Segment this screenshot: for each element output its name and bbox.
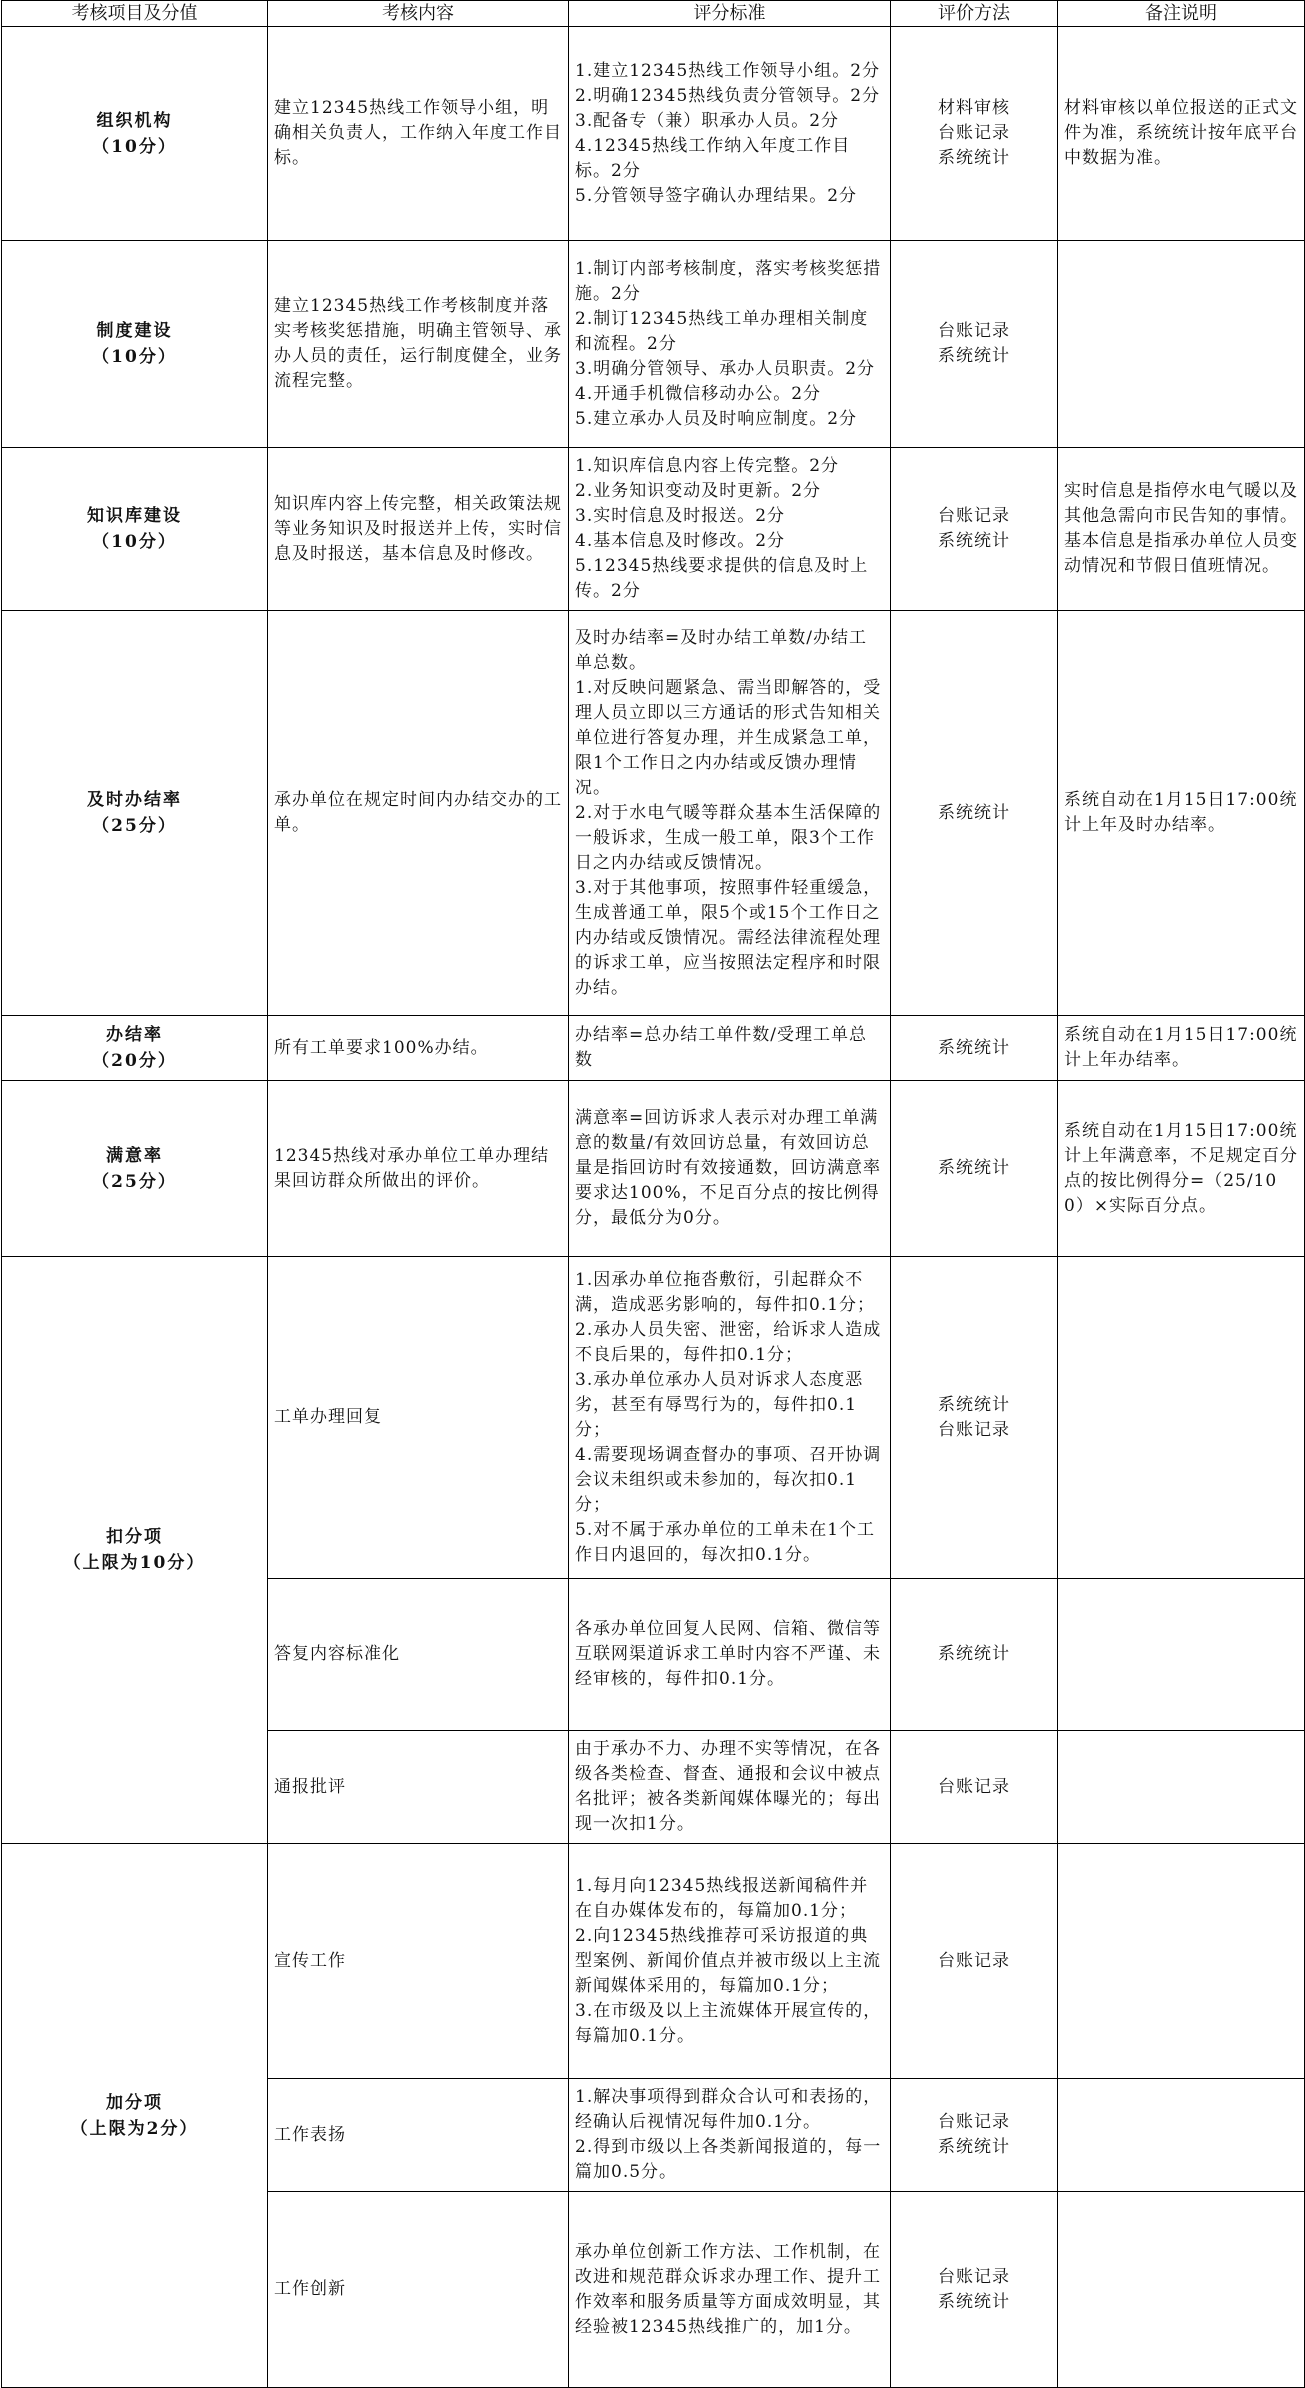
cell-text-line: 2.得到市级以上各类新闻报道的，每一篇加0.5分。 bbox=[575, 2137, 882, 2182]
cell-text-line: 1.制订内部考核制度，落实考核奖惩措施。2分 bbox=[575, 258, 882, 304]
header-content: 考核内容 bbox=[268, 1, 569, 27]
cell-text-line: 材料审核 bbox=[938, 98, 1010, 118]
content-cell: 承办单位在规定时间内办结交办的工单。 bbox=[268, 611, 569, 1016]
header-note: 备注说明 bbox=[1058, 1, 1305, 27]
cell-text-line: 系统统计 bbox=[938, 1394, 1010, 1415]
cell-text-line: 3.实时信息及时报送。2分 bbox=[575, 506, 786, 526]
cell-text-line: 2.对于水电气暖等群众基本生活保障的一般诉求，生成一般工单，限3个工作日之内办结或反馈情况。 bbox=[575, 802, 882, 873]
cell-text-line: 1.因承办单位拖沓敷衍，引起群众不满，造成恶劣影响的，每件扣0.1分； bbox=[575, 1269, 876, 1315]
item-score: （10分） bbox=[92, 532, 177, 552]
cell-text-line: 2.明确12345热线负责分管领导。2分 bbox=[575, 85, 881, 106]
cell-text-line: 承办单位创新工作方法、工作机制，在改进和规范群众诉求办理工作、提升工作效率和服务质量等方面成效明显，其经验被12345热线推广的，加1分。 bbox=[575, 2241, 881, 2337]
cell-text-line: 1.解决事项得到群众合认可和表扬的，经确认后视情况每件加0.1分。 bbox=[575, 2087, 882, 2132]
content-cell: 工作表扬 bbox=[268, 2079, 569, 2192]
method-cell bbox=[891, 1579, 1058, 1731]
method-cell bbox=[891, 1844, 1058, 2079]
cell-text-line: 系统统计 bbox=[938, 802, 1010, 823]
content-cell: 答复内容标准化 bbox=[268, 1579, 569, 1731]
content-cell: 通报批评 bbox=[268, 1731, 569, 1844]
cell-text-line: 各承办单位回复人民网、信箱、微信等互联网渠道诉求工单时内容不严谨、未经审核的，每件扣0.1分。 bbox=[575, 1619, 881, 1689]
item-cell bbox=[2, 1844, 268, 2388]
table-row bbox=[2, 1844, 1305, 2079]
criteria-cell bbox=[569, 1081, 891, 1257]
note-cell bbox=[1058, 1579, 1305, 1731]
cell-text-line: 系统统计 bbox=[938, 1644, 1010, 1664]
criteria-cell bbox=[569, 2192, 891, 2388]
cell-text-line: 1.知识库信息内容上传完整。2分 bbox=[575, 456, 840, 476]
cell-text-line: 2.向12345热线推荐可采访报道的典型案例、新闻价值点并被市级以上主流新闻媒体采用的，每篇加0.1分； bbox=[575, 1925, 881, 1996]
cell-text-line: 3.在市级及以上主流媒体开展宣传的，每篇加0.1分。 bbox=[575, 2000, 882, 2046]
note-cell bbox=[1058, 2079, 1305, 2192]
method-cell bbox=[891, 2079, 1058, 2192]
assessment-table bbox=[1, 0, 1305, 2388]
cell-text-line: 台账记录 bbox=[938, 1950, 1010, 1971]
note-cell: 系统自动在1月15日17:00统计上年满意率，不足规定百分点的按比例得分=（25/100）×实际百分点。 bbox=[1058, 1081, 1305, 1257]
item-name: 组织机构 bbox=[96, 110, 173, 131]
item-cell bbox=[2, 241, 268, 448]
item-score: （25分） bbox=[92, 816, 177, 836]
item-score: （10分） bbox=[92, 136, 177, 157]
cell-text-line: 3.配备专（兼）职承办人员。2分 bbox=[575, 110, 840, 131]
cell-text-line: 5.12345热线要求提供的信息及时上传。2分 bbox=[575, 556, 869, 601]
item-score: （上限为2分） bbox=[70, 2118, 199, 2139]
item-name: 满意率 bbox=[106, 1145, 163, 1166]
cell-text-line: 系统统计 bbox=[938, 2137, 1010, 2157]
content-cell: 所有工单要求100%办结。 bbox=[268, 1016, 569, 1081]
cell-text-line: 及时办结率=及时办结工单数/办结工单总数。 bbox=[575, 627, 867, 673]
item-name: 扣分项 bbox=[106, 1527, 163, 1547]
cell-text-line: 5.分管领导签字确认办理结果。2分 bbox=[575, 185, 858, 206]
cell-text-line: 3.对于其他事项，按照事件轻重缓急，生成普通工单，限5个或15个工作日之内办结或反馈情况。需经法律流程处理的诉求工单，应当按照法定程序和时限办结。 bbox=[575, 877, 882, 998]
note-cell: 系统自动在1月15日17:00统计上年办结率。 bbox=[1058, 1016, 1305, 1081]
table-row bbox=[2, 448, 1305, 611]
method-cell bbox=[891, 27, 1058, 241]
cell-text-line: 系统统计 bbox=[938, 531, 1010, 551]
method-cell bbox=[891, 2192, 1058, 2388]
content-cell: 工单办理回复 bbox=[268, 1257, 569, 1579]
content-cell: 建立12345热线工作领导小组，明确相关负责人，工作纳入年度工作目标。 bbox=[268, 27, 569, 241]
cell-text-line: 1.对反映问题紧急、需当即解答的，受理人员立即以三方通话的形式告知相关单位进行答复办理，并生成紧急工单，限1个工作日之内办结或反馈办理情况。 bbox=[575, 677, 882, 798]
cell-text-line: 办结率=总办结工单件数/受理工单总数 bbox=[575, 1025, 867, 1070]
item-cell bbox=[2, 611, 268, 1016]
item-cell bbox=[2, 27, 268, 241]
note-cell bbox=[1058, 2192, 1305, 2388]
cell-text-line: 台账记录 bbox=[938, 123, 1010, 143]
header-row bbox=[2, 1, 1305, 27]
item-name: 及时办结率 bbox=[87, 790, 182, 810]
header-method: 评价方法 bbox=[891, 1, 1058, 27]
note-cell bbox=[1058, 1731, 1305, 1844]
cell-text-line: 系统统计 bbox=[938, 148, 1010, 168]
cell-text-line: 3.承办单位承办人员对诉求人态度恶劣，甚至有辱骂行为的，每件扣0.1分； bbox=[575, 1369, 864, 1440]
criteria-cell bbox=[569, 448, 891, 611]
item-score: （10分） bbox=[92, 347, 177, 367]
cell-text-line: 2.制订12345热线工单办理相关制度和流程。2分 bbox=[575, 308, 869, 354]
cell-text-line: 台账记录 bbox=[938, 321, 1010, 341]
note-cell: 系统自动在1月15日17:00统计上年及时办结率。 bbox=[1058, 611, 1305, 1016]
item-score: （上限为10分） bbox=[63, 1553, 206, 1573]
item-score: （25分） bbox=[92, 1171, 177, 1192]
table-row bbox=[2, 611, 1305, 1016]
cell-text-line: 系统统计 bbox=[938, 346, 1010, 366]
method-cell bbox=[891, 1731, 1058, 1844]
cell-text-line: 4.基本信息及时修改。2分 bbox=[575, 531, 786, 551]
item-score: （20分） bbox=[92, 1051, 177, 1071]
note-cell bbox=[1058, 1844, 1305, 2079]
header-item: 考核项目及分值 bbox=[2, 1, 268, 27]
note-cell bbox=[1058, 241, 1305, 448]
cell-text-line: 由于承办不力、办理不实等情况，在各级各类检查、督查、通报和会议中被点名批评；被各类新闻媒体曝光的；每出现一次扣1分。 bbox=[575, 1739, 881, 1834]
cell-text-line: 系统统计 bbox=[938, 1037, 1010, 1058]
cell-text-line: 系统统计 bbox=[938, 2291, 1010, 2312]
item-name: 制度建设 bbox=[96, 321, 173, 341]
cell-text-line: 台账记录 bbox=[938, 2112, 1010, 2132]
item-cell bbox=[2, 1081, 268, 1257]
table-row bbox=[2, 241, 1305, 448]
cell-text-line: 5.对不属于承办单位的工单未在1个工作日内退回的，每次扣0.1分。 bbox=[575, 1519, 876, 1565]
content-cell: 工作创新 bbox=[268, 2192, 569, 2388]
cell-text-line: 4.12345热线工作纳入年度工作目标。2分 bbox=[575, 135, 851, 181]
item-name: 办结率 bbox=[106, 1025, 163, 1045]
cell-text-line: 台账记录 bbox=[938, 506, 1010, 526]
cell-text-line: 满意率=回访诉求人表示对办理工单满意的数量/有效回访总量，有效回访总量是指回访时有效接通数，回访满意率要求达100%，不足百分点的按比例得分，最低分为0分。 bbox=[575, 1108, 881, 1228]
header-criteria: 评分标准 bbox=[569, 1, 891, 27]
cell-text-line: 1.每月向12345热线报送新闻稿件并在自办媒体发布的，每篇加0.1分； bbox=[575, 1875, 869, 1921]
content-cell: 建立12345热线工作考核制度并落实考核奖惩措施，明确主管领导、承办人员的责任，运行制度健全，业务流程完整。 bbox=[268, 241, 569, 448]
method-cell bbox=[891, 1016, 1058, 1081]
criteria-cell bbox=[569, 2079, 891, 2192]
cell-text-line: 2.承办人员失密、泄密，给诉求人造成不良后果的，每件扣0.1分； bbox=[575, 1319, 882, 1365]
cell-text-line: 系统统计 bbox=[938, 1158, 1010, 1178]
cell-text-line: 1.建立12345热线工作领导小组。2分 bbox=[575, 60, 881, 81]
item-name: 加分项 bbox=[106, 2092, 163, 2113]
table-row bbox=[2, 1016, 1305, 1081]
method-cell bbox=[891, 448, 1058, 611]
table-row bbox=[2, 1257, 1305, 1579]
item-cell bbox=[2, 1257, 268, 1844]
criteria-cell bbox=[569, 1579, 891, 1731]
method-cell bbox=[891, 1081, 1058, 1257]
item-cell bbox=[2, 448, 268, 611]
criteria-cell bbox=[569, 1257, 891, 1579]
cell-text-line: 4.需要现场调查督办的事项、召开协调会议未组织或未参加的，每次扣0.1分； bbox=[575, 1444, 882, 1515]
cell-text-line: 2.业务知识变动及时更新。2分 bbox=[575, 481, 822, 501]
criteria-cell bbox=[569, 1844, 891, 2079]
method-cell bbox=[891, 241, 1058, 448]
note-cell: 材料审核以单位报送的正式文件为准，系统统计按年底平台中数据为准。 bbox=[1058, 27, 1305, 241]
method-cell bbox=[891, 1257, 1058, 1579]
content-cell: 宣传工作 bbox=[268, 1844, 569, 2079]
criteria-cell bbox=[569, 241, 891, 448]
item-cell bbox=[2, 1016, 268, 1081]
criteria-cell bbox=[569, 27, 891, 241]
cell-text-line: 3.明确分管领导、承办人员职责。2分 bbox=[575, 358, 876, 379]
cell-text-line: 台账记录 bbox=[938, 2266, 1010, 2287]
content-cell: 知识库内容上传完整，相关政策法规等业务知识及时报送并上传，实时信息及时报送，基本信息及时修改。 bbox=[268, 448, 569, 611]
criteria-cell bbox=[569, 611, 891, 1016]
cell-text-line: 台账记录 bbox=[938, 1776, 1010, 1797]
table-row bbox=[2, 1081, 1305, 1257]
cell-text-line: 台账记录 bbox=[938, 1419, 1010, 1440]
item-name: 知识库建设 bbox=[87, 506, 182, 526]
table-row bbox=[2, 27, 1305, 241]
cell-text-line: 4.开通手机微信移动办公。2分 bbox=[575, 383, 822, 404]
method-cell bbox=[891, 611, 1058, 1016]
cell-text-line: 5.建立承办人员及时响应制度。2分 bbox=[575, 408, 858, 429]
criteria-cell bbox=[569, 1016, 891, 1081]
note-cell bbox=[1058, 1257, 1305, 1579]
content-cell: 12345热线对承办单位工单办理结果回访群众所做出的评价。 bbox=[268, 1081, 569, 1257]
criteria-cell bbox=[569, 1731, 891, 1844]
note-cell: 实时信息是指停水电气暖以及其他急需向市民告知的事情。基本信息是指承办单位人员变动情况和节假日值班情况。 bbox=[1058, 448, 1305, 611]
